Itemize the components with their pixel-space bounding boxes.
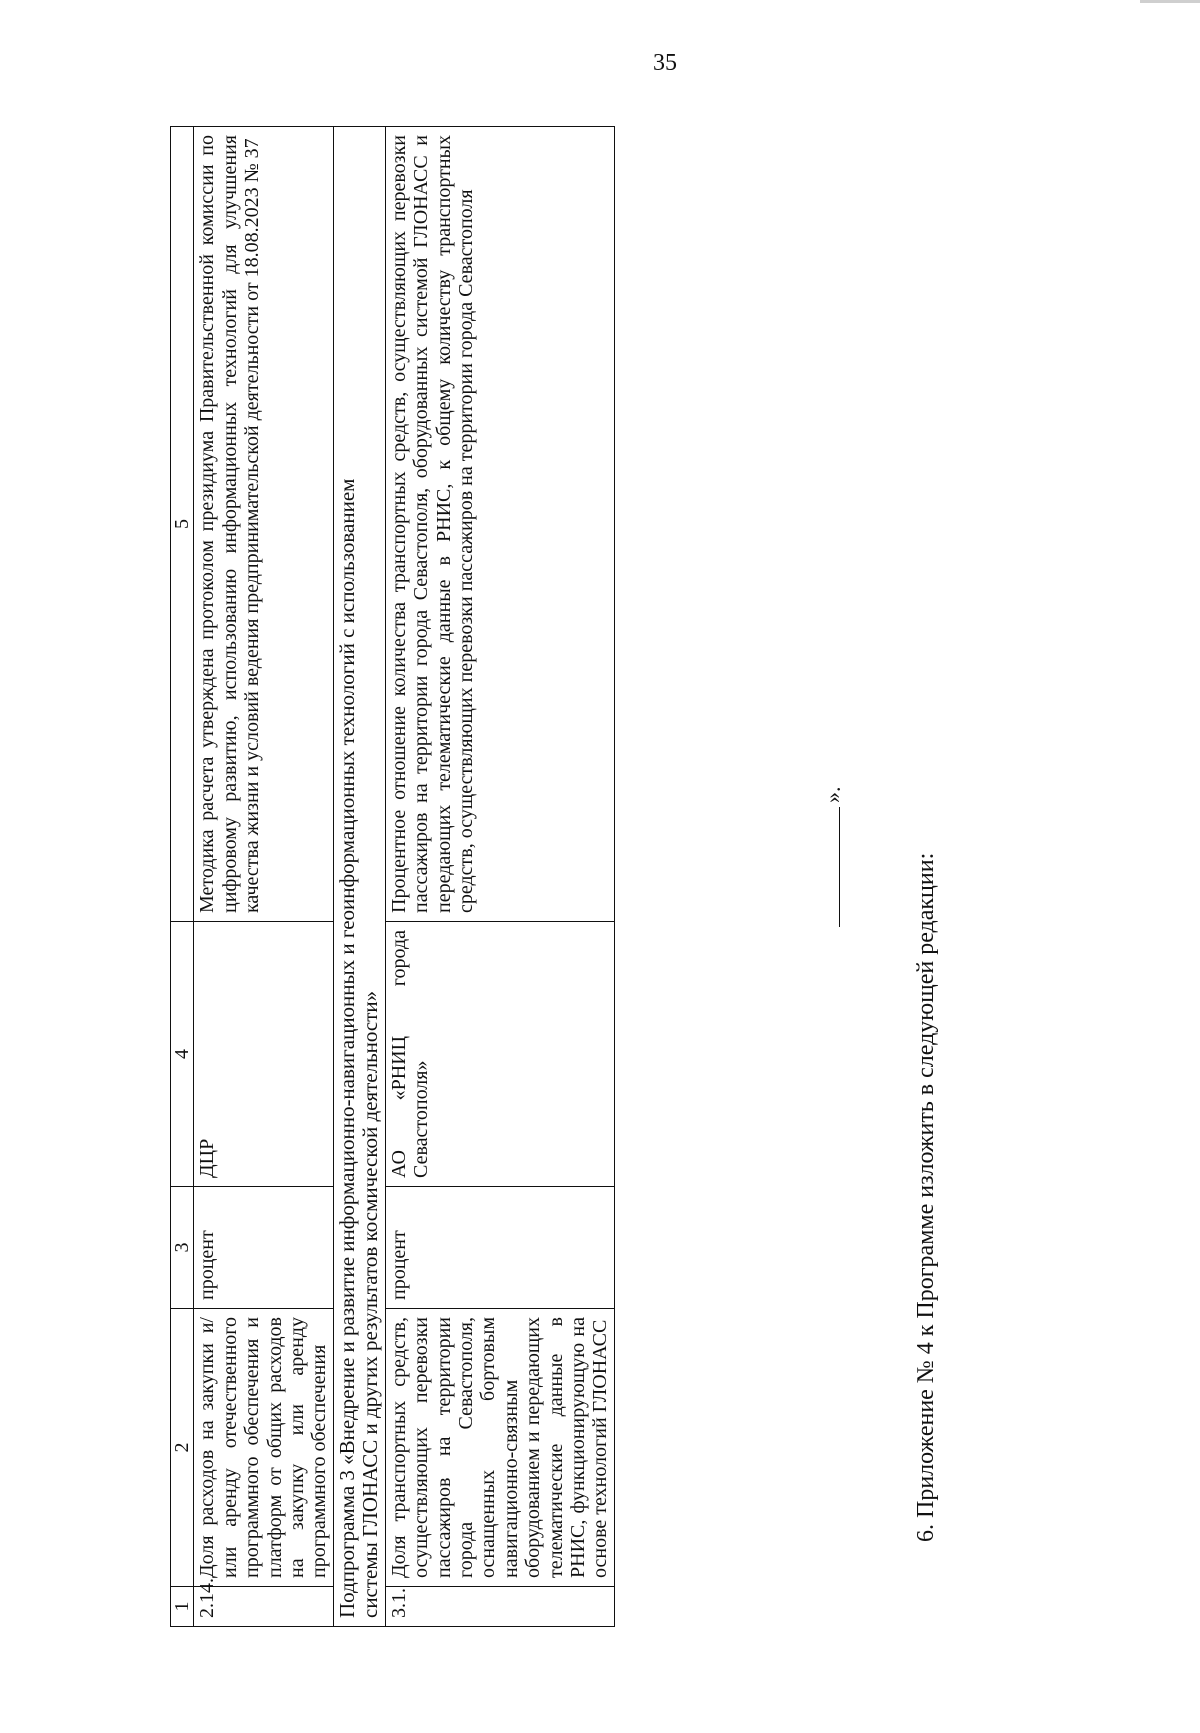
row-3-1-number: 3.1.	[385, 1587, 614, 1627]
header-cell-col-5: 5	[171, 127, 194, 922]
indicators-table	[170, 126, 615, 1627]
table-row-2-14	[194, 127, 333, 1627]
row-2-14-responsible: ДЦР	[194, 922, 333, 1187]
row-2-14-number: 2.14.	[194, 1587, 333, 1627]
table-header-row	[171, 127, 194, 1627]
closing-underline	[839, 807, 840, 927]
section-3-title	[333, 127, 385, 1627]
row-3-1-indicator-name: Доля транспортных средств, осуществляющих перевозки пассажиров на территории города Севастополя, оснащенных бортовым навигационно-связным оборудованием и передающих телематические данные в РНИС, функционирующую на основе технологий ГЛОНАСС	[385, 1309, 614, 1587]
row-2-14-indicator-name: Доля расходов на закупки и/или аренду отечественного программного обеспечения и платформ от общих расходов на закупку или аренду программного обеспечения	[194, 1309, 333, 1587]
page-number: 35	[653, 50, 677, 76]
section-3-title-line-1: Подпрограмма 3 «Внедрение и развитие информационно-навигационных и геоинформационных технологий с использованием	[334, 478, 359, 1618]
amendment-instruction: 6. Приложение № 4 к Программе изложить в следующей редакции:	[913, 852, 939, 1542]
row-3-1-responsible: АО «РНИЦ города Севастополя»	[385, 922, 614, 1187]
closing-quote: ».	[820, 786, 845, 803]
table-closing-mark	[820, 787, 846, 928]
table-section-row-3	[333, 127, 385, 1627]
top-edge-rule	[1140, 0, 1200, 3]
section-3-title-line-2: системы ГЛОНАСС и других результатов космической деятельности»	[358, 990, 383, 1618]
row-3-1-unit: процент	[385, 1187, 614, 1309]
row-2-14-method: Методика расчета утверждена протоколом президиума Правительственной комиссии по цифровому развитию, использованию информационных технологий для улучшения качества жизни и условий ведения предпринимательской деятельности от 18.08.2023 № 37	[194, 127, 333, 922]
header-cell-col-1: 1	[171, 1587, 194, 1627]
header-cell-col-4: 4	[171, 922, 194, 1187]
row-3-1-method: Процентное отношение количества транспортных средств, осуществляющих перевозки пассажиров на территории города Севастополя, оборудованных системой ГЛОНАСС и передающих телематические данные в РНИС, к общему количеству транспортных средств, осуществляющих перевозки пассажиров на территории города Севастополя	[385, 127, 614, 922]
header-cell-col-2: 2	[171, 1309, 194, 1587]
table-row-3-1	[385, 127, 614, 1627]
row-2-14-unit: процент	[194, 1187, 333, 1309]
rotated-landscape-content	[170, 127, 1010, 1627]
header-cell-col-3: 3	[171, 1187, 194, 1309]
